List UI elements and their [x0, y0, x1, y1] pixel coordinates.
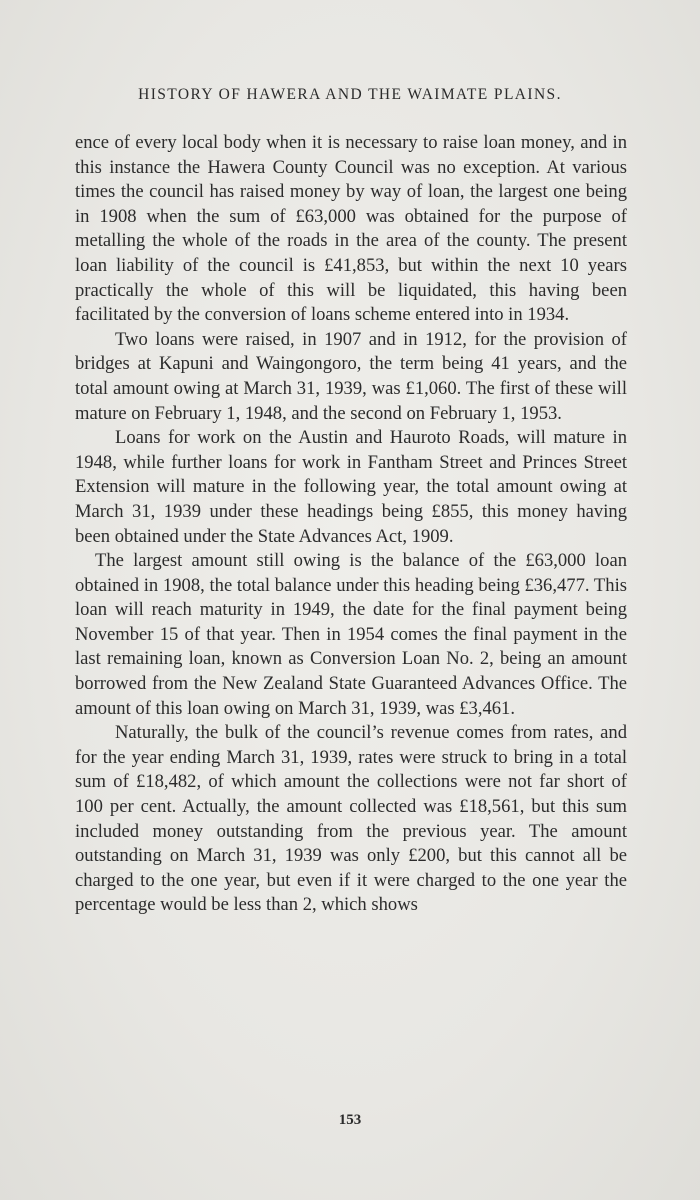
page-number: 153: [338, 1112, 362, 1128]
paragraph-5: Naturally, the bulk of the council’s revenue comes from rates, and for the year ending March 31, 1939, rates were struck to bring in a total sum of £18,482, of which amount the collections were not far short of 100 per cent. Actually, the amount collected was £18,561, but this sum included money outstanding from the previous year. The amount outstanding on March 31, 1939 was only £200, but this cannot all be charged to the one year, but even if it were charged to the one year the percentage would be less than 2, which shows: [75, 722, 627, 916]
paragraph-2: Two loans were raised, in 1907 and in 1912, for the provision of bridges at Kapuni and Waingongoro, the term being 41 years, and the total amount owing at March 31, 1939, was £1,060. The first of these will mature on February 1, 1948, and the second on February 1, 1953.: [75, 328, 627, 424]
paragraph-1: ence of every local body when it is necessary to raise loan money, and in this instance the Hawera County Council was no exception. At various times the council has raised money by way of loan, the largest one being in 1908 when the sum of £63,000 was obtained for the purpose of metalling the whole of the roads in the area of the county. The present loan liability of the council is £41,853, but within the next 10 years practically the whole of this will be liquidated, this having been facilitated by the conversion of loans scheme entered into in 1934.: [75, 132, 627, 326]
paragraph-3: Loans for work on the Austin and Hauroto Roads, will mature in 1948, while further loans for work in Fantham Street and Princes Street Extension will mature in the following year, the total amount owing at March 31, 1939 under these headings being £855, this money having been obtained under the State Advances Act, 1909.: [75, 427, 627, 547]
running-head: HISTORY OF HAWERA AND THE WAIMATE PLAINS.: [138, 86, 562, 103]
body-text: [75, 131, 627, 918]
paragraph-4: The largest amount still owing is the balance of the £63,000 loan obtained in 1908, the total balance under this heading being £36,477. This loan will reach maturity in 1949, the date for the final payment being November 15 of that year. Then in 1954 comes the final payment in the last remaining loan, known as Conversion Loan No. 2, being an amount borrowed from the New Zealand State Guaranteed Advances Office. The amount of this loan owing on March 31, 1939, was £3,461.: [75, 550, 627, 719]
